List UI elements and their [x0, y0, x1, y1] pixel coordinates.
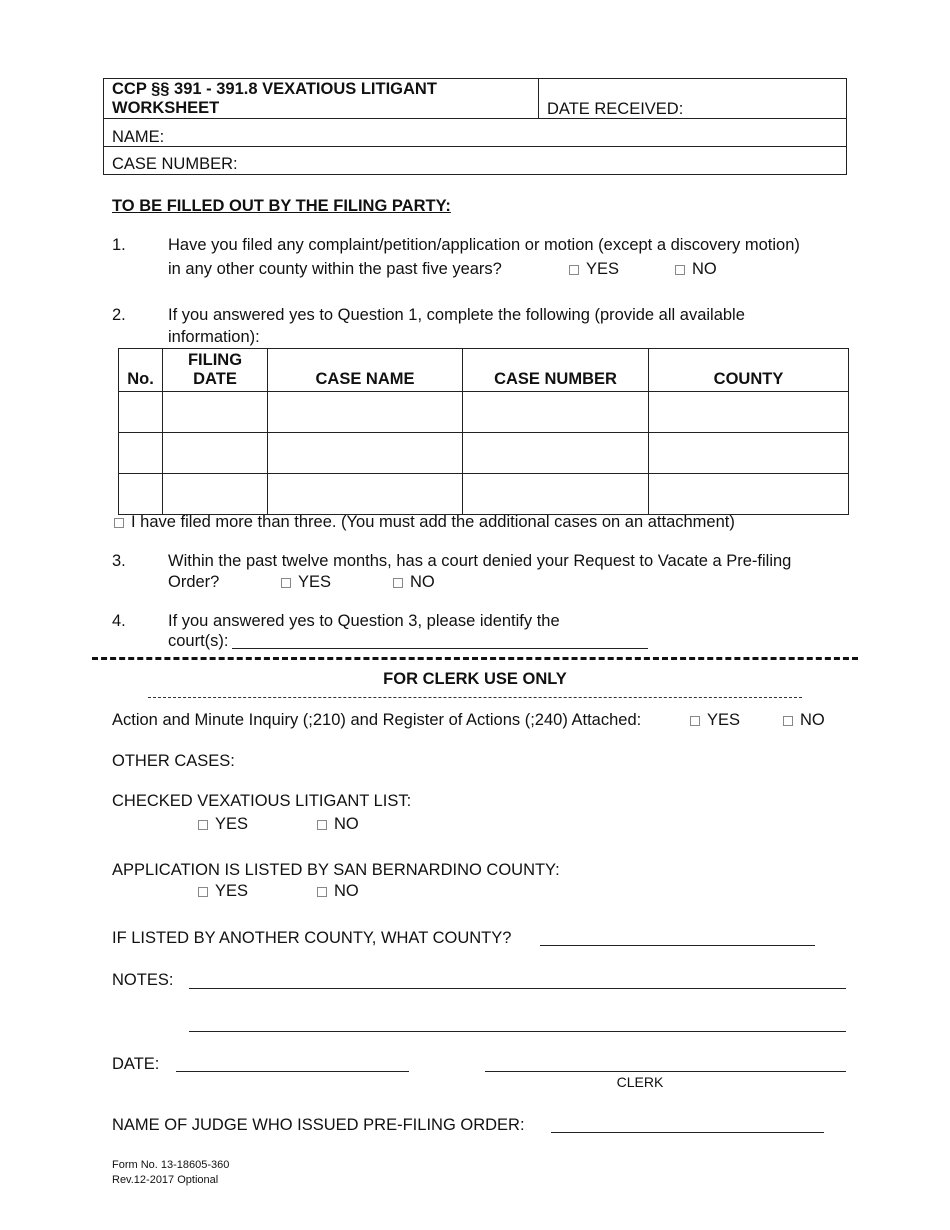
- q3-yes-option[interactable]: [281, 572, 331, 592]
- clerk-separator: [92, 657, 858, 660]
- clerk-heading: FOR CLERK USE ONLY: [383, 670, 567, 688]
- notes-input-line-2[interactable]: [189, 1031, 846, 1032]
- table-row: [119, 392, 849, 433]
- table-header-row: [119, 349, 849, 392]
- header-divider-2: [103, 146, 847, 147]
- judge-input-line[interactable]: [551, 1132, 824, 1133]
- more-than-three-label: I have filed more than three. (You must add the additional cases on an attachment): [131, 513, 735, 531]
- col-header-case-number-line2: CASE NUMBER: [494, 370, 617, 388]
- filing-party-heading: TO BE FILLED OUT BY THE FILING PARTY:: [112, 197, 451, 215]
- table-cell[interactable]: [163, 392, 268, 433]
- inquiry-yes-label: YES: [707, 711, 741, 729]
- clerk-signature-line[interactable]: [485, 1071, 846, 1072]
- q1-yes-option[interactable]: [569, 259, 619, 279]
- table-cell[interactable]: [649, 433, 849, 474]
- listed-yes-checkbox[interactable]: [198, 887, 208, 897]
- checked-yes-label: YES: [215, 815, 249, 833]
- form-revision: Rev.12-2017 Optional: [112, 1174, 219, 1186]
- inquiry-no-label: NO: [800, 711, 825, 729]
- form-number: Form No. 13-18605-360: [112, 1159, 230, 1171]
- table-cell[interactable]: [268, 474, 463, 515]
- table-cell[interactable]: [163, 474, 268, 515]
- col-header-no-line2: No.: [127, 370, 154, 388]
- checked-list-label: CHECKED VEXATIOUS LITIGANT LIST:: [112, 792, 412, 810]
- header-divider-1: [103, 118, 847, 119]
- form-title: [112, 80, 437, 118]
- inquiry-no-checkbox[interactable]: [783, 716, 793, 726]
- col-header-case-name-line2: CASE NAME: [315, 370, 415, 388]
- listed-yes-label: YES: [215, 882, 249, 900]
- q2-text-line2: information):: [168, 328, 260, 346]
- form-title-line2: WORKSHEET: [112, 99, 220, 117]
- date-label: DATE:: [112, 1055, 160, 1073]
- more-than-three-checkbox[interactable]: [114, 518, 124, 528]
- q1-text-line1: Have you filed any complaint/petition/application or motion (except a discovery motion): [168, 236, 800, 254]
- table-cell[interactable]: [463, 392, 649, 433]
- inquiry-yes-checkbox[interactable]: [690, 716, 700, 726]
- header-divider-vertical: [538, 78, 539, 119]
- col-header-filing-date: [163, 349, 268, 392]
- checked-no-label: NO: [334, 815, 359, 833]
- date-input-line[interactable]: [176, 1071, 409, 1072]
- table-cell[interactable]: [268, 433, 463, 474]
- q2-number: 2.: [112, 306, 126, 324]
- judge-label: NAME OF JUDGE WHO ISSUED PRE-FILING ORDER:: [112, 1116, 525, 1134]
- table-row: [119, 433, 849, 474]
- prior-cases-table: [118, 348, 849, 515]
- checked-no-checkbox[interactable]: [317, 820, 327, 830]
- table-cell[interactable]: [649, 474, 849, 515]
- table-cell[interactable]: [649, 392, 849, 433]
- inquiry-no-option[interactable]: [783, 710, 825, 730]
- table-cell[interactable]: [119, 392, 163, 433]
- q3-yes-label: YES: [298, 573, 332, 591]
- q1-yes-checkbox[interactable]: [569, 265, 579, 275]
- q4-number: 4.: [112, 612, 126, 630]
- table-cell[interactable]: [268, 392, 463, 433]
- table-cell[interactable]: [163, 433, 268, 474]
- col-header-county-line2: COUNTY: [713, 370, 784, 388]
- checked-no-option[interactable]: [317, 814, 359, 834]
- q1-number: 1.: [112, 236, 126, 254]
- q1-no-checkbox[interactable]: [675, 265, 685, 275]
- q3-text-line2: Order?: [168, 573, 220, 591]
- listed-no-option[interactable]: [317, 881, 359, 901]
- inquiry-yes-option[interactable]: [690, 710, 740, 730]
- col-header-filing-date-line1: FILING: [187, 351, 243, 369]
- case-number-label[interactable]: CASE NUMBER:: [112, 155, 238, 173]
- q3-no-label: NO: [410, 573, 435, 591]
- q3-no-checkbox[interactable]: [393, 578, 403, 588]
- clerk-heading-dashes: [148, 697, 802, 698]
- checked-yes-checkbox[interactable]: [198, 820, 208, 830]
- q4-text-line2: court(s):: [168, 632, 229, 650]
- form-title-line1: CCP §§ 391 - 391.8 VEXATIOUS LITIGANT: [112, 80, 437, 98]
- table-cell[interactable]: [463, 474, 649, 515]
- clerk-signature-label: CLERK: [616, 1074, 664, 1090]
- q1-no-label: NO: [692, 260, 717, 278]
- q3-no-option[interactable]: [393, 572, 435, 592]
- notes-label: NOTES:: [112, 971, 174, 989]
- listed-sb-label: APPLICATION IS LISTED BY SAN BERNARDINO COUNTY:: [112, 861, 560, 879]
- col-header-filing-date-line2: DATE: [193, 370, 237, 388]
- q1-no-option[interactable]: [675, 259, 717, 279]
- other-county-label: IF LISTED BY ANOTHER COUNTY, WHAT COUNTY?: [112, 929, 512, 947]
- form-footer: [112, 1158, 229, 1188]
- date-received-label[interactable]: DATE RECEIVED:: [547, 100, 684, 118]
- q1-text-line2: in any other county within the past five years?: [168, 260, 502, 278]
- table-row: [119, 474, 849, 515]
- q3-number: 3.: [112, 552, 126, 570]
- col-header-case-number: [463, 349, 649, 392]
- table-cell[interactable]: [119, 474, 163, 515]
- inquiry-label: Action and Minute Inquiry (;210) and Register of Actions (;240) Attached:: [112, 711, 642, 729]
- col-header-county: [649, 349, 849, 392]
- other-county-input-line[interactable]: [540, 945, 815, 946]
- more-than-three-option[interactable]: [114, 512, 735, 532]
- listed-no-checkbox[interactable]: [317, 887, 327, 897]
- checked-yes-option[interactable]: [198, 814, 248, 834]
- name-label[interactable]: NAME:: [112, 128, 165, 146]
- q1-yes-label: YES: [586, 260, 620, 278]
- q3-text-line1: Within the past twelve months, has a court denied your Request to Vacate a Pre-filing: [168, 552, 792, 570]
- q2-text-line1: If you answered yes to Question 1, complete the following (provide all available: [168, 306, 745, 324]
- col-header-no: [119, 349, 163, 392]
- table-cell[interactable]: [119, 433, 163, 474]
- notes-input-line-1[interactable]: [189, 988, 846, 989]
- table-cell[interactable]: [463, 433, 649, 474]
- listed-no-label: NO: [334, 882, 359, 900]
- q4-text-line1: If you answered yes to Question 3, please identify the: [168, 612, 560, 630]
- q4-court-input-line[interactable]: [232, 648, 648, 649]
- col-header-case-name: [268, 349, 463, 392]
- other-cases-label: OTHER CASES:: [112, 752, 235, 770]
- listed-yes-option[interactable]: [198, 881, 248, 901]
- q3-yes-checkbox[interactable]: [281, 578, 291, 588]
